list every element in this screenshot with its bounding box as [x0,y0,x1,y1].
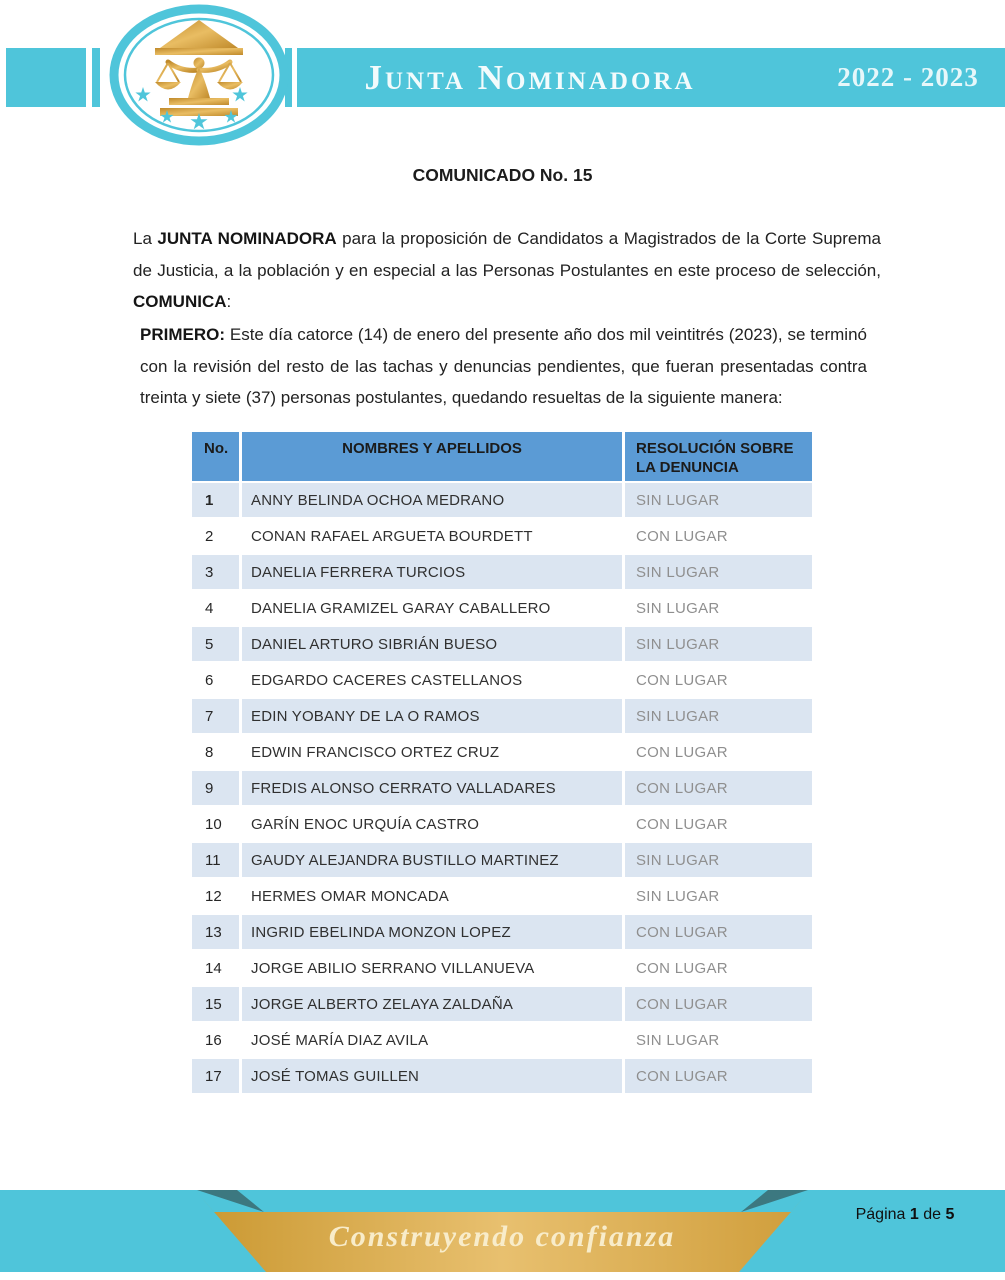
row-number: 3 [192,555,239,589]
banner-left-block [6,48,86,107]
row-number: 8 [192,735,239,769]
table-row [192,699,812,733]
row-name: JORGE ALBERTO ZELAYA ZALDAÑA [242,987,622,1021]
row-number: 7 [192,699,239,733]
table-header-row [192,432,812,481]
table-row [192,519,812,553]
intro-org-name: JUNTA NOMINADORA [157,229,337,248]
table-row [192,735,812,769]
header-no: No. [192,432,239,481]
table-row [192,1023,812,1057]
resolutions-table [192,432,812,1095]
table-row [192,1059,812,1093]
banner-title: Junta Nominadora [364,58,696,97]
row-resolution: SIN LUGAR [625,699,812,733]
row-name: DANELIA FERRERA TURCIOS [242,555,622,589]
table-row [192,807,812,841]
row-number: 9 [192,771,239,805]
row-number: 16 [192,1023,239,1057]
row-resolution: SIN LUGAR [625,483,812,517]
row-number: 12 [192,879,239,913]
row-resolution: CON LUGAR [625,771,812,805]
intro-body: para la proposición de Candidatos a Magistrados de la Corte Suprema de Justicia, a la población y en especial a las Personas Postulantes en este proceso de selección, [133,229,881,280]
page-title: COMUNICADO No. 15 [412,165,593,185]
row-resolution: CON LUGAR [625,735,812,769]
first-clause-text: Este día catorce (14) de enero del presente año dos mil veintitrés (2023), se terminó con la revisión del resto de las tachas y denuncias pendientes, que fueran presentadas contra treinta y siete (37) personas postulantes, quedando resueltas de la siguiente manera: [140,325,867,407]
table-row [192,483,812,517]
resolutions-table-rows [192,483,812,1093]
table-row [192,987,812,1021]
page-total: 5 [945,1206,955,1223]
row-resolution: SIN LUGAR [625,627,812,661]
row-number: 15 [192,987,239,1021]
row-number: 14 [192,951,239,985]
table-row [192,591,812,625]
row-resolution: CON LUGAR [625,951,812,985]
row-number: 10 [192,807,239,841]
first-clause-paragraph [140,319,867,414]
row-name: JORGE ABILIO SERRANO VILLANUEVA [242,951,622,985]
table-row [192,879,812,913]
header-resolution: RESOLUCIÓN SOBRE LA DENUNCIA [625,432,812,481]
row-name: GARÍN ENOC URQUÍA CASTRO [242,807,622,841]
row-name: INGRID EBELINDA MONZON LOPEZ [242,915,622,949]
row-name: EDGARDO CACERES CASTELLANOS [242,663,622,697]
table-row [192,951,812,985]
row-name: JOSÉ TOMAS GUILLEN [242,1059,622,1093]
page-separator: de [923,1206,942,1223]
row-name: EDWIN FRANCISCO ORTEZ CRUZ [242,735,622,769]
row-resolution: CON LUGAR [625,987,812,1021]
row-name: DANELIA GRAMIZEL GARAY CABALLERO [242,591,622,625]
table-row [192,555,812,589]
row-name: HERMES OMAR MONCADA [242,879,622,913]
row-name: FREDIS ALONSO CERRATO VALLADARES [242,771,622,805]
row-resolution: SIN LUGAR [625,591,812,625]
row-name: GAUDY ALEJANDRA BUSTILLO MARTINEZ [242,843,622,877]
page-indicator [830,1206,980,1224]
banner-left-sliver [92,48,100,107]
row-number: 5 [192,627,239,661]
junta-nominadora-logo [114,9,284,141]
row-number: 13 [192,915,239,949]
row-number: 4 [192,591,239,625]
table-row [192,771,812,805]
row-resolution: SIN LUGAR [625,879,812,913]
intro-pre: La [133,229,158,248]
row-number: 6 [192,663,239,697]
row-resolution: CON LUGAR [625,807,812,841]
intro-paragraph [133,223,881,318]
row-resolution: SIN LUGAR [625,555,812,589]
table-row [192,843,812,877]
footer-slogan: Construyendo confianza [328,1220,676,1253]
row-name: JOSÉ MARÍA DIAZ AVILA [242,1023,622,1057]
header-name: NOMBRES Y APELLIDOS [242,432,622,481]
row-resolution: CON LUGAR [625,915,812,949]
row-number: 2 [192,519,239,553]
row-resolution: CON LUGAR [625,663,812,697]
row-resolution: SIN LUGAR [625,843,812,877]
table-row [192,627,812,661]
row-number: 17 [192,1059,239,1093]
row-name: EDIN YOBANY DE LA O RAMOS [242,699,622,733]
row-resolution: CON LUGAR [625,1059,812,1093]
table-row [192,663,812,697]
row-name: DANIEL ARTURO SIBRIÁN BUESO [242,627,622,661]
intro-emphasis: COMUNICA [133,292,227,311]
table-row [192,915,812,949]
row-number: 11 [192,843,239,877]
row-name: CONAN RAFAEL ARGUETA BOURDETT [242,519,622,553]
row-resolution: SIN LUGAR [625,1023,812,1057]
row-resolution: CON LUGAR [625,519,812,553]
page-current: 1 [909,1206,919,1223]
row-name: ANNY BELINDA OCHOA MEDRANO [242,483,622,517]
page-label: Página [855,1206,906,1223]
first-clause-label: PRIMERO: [140,325,225,344]
row-number: 1 [192,483,239,517]
intro-end: : [226,292,232,311]
banner-years: 2022 - 2023 [837,62,979,92]
